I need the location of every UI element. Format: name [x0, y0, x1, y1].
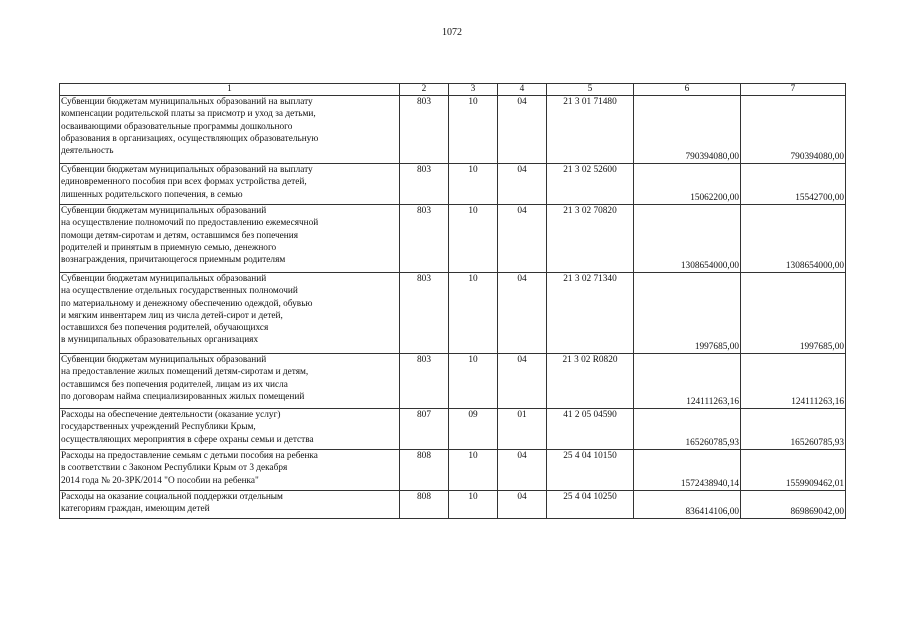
target-article-code: 21 3 02 R0820 [547, 354, 634, 409]
table-row [60, 409, 846, 450]
amount-col6: 1997685,00 [634, 273, 741, 354]
subsection-code: 04 [498, 273, 547, 354]
subsection-code: 04 [498, 164, 547, 205]
subsection-code: 04 [498, 491, 547, 519]
subsection-code: 04 [498, 96, 547, 164]
header-cell: 6 [634, 84, 741, 96]
amount-col6: 836414106,00 [634, 491, 741, 519]
row-description: Субвенции бюджетам муниципальных образований на выплату компенсации родительской платы за присмотр и уход за детьми, осваивающими образовательные программы дошкольного образования в организациях, осуществляющих образовательную деятельность [60, 96, 400, 164]
budget-table [59, 83, 846, 519]
section-code: 09 [449, 409, 498, 450]
row-description: Расходы на оказание социальной поддержки отдельным категориям граждан, имеющим детей [60, 491, 400, 519]
ministry-code: 803 [400, 205, 449, 273]
header-cell: 3 [449, 84, 498, 96]
target-article-code: 21 3 02 70820 [547, 205, 634, 273]
row-description: Субвенции бюджетам муниципальных образований на предоставление жилых помещений детям-сиротам и детям, оставшимся без попечения родителей, лицам из их числа по договорам найма специализированных жилых помещений [60, 354, 400, 409]
ministry-code: 803 [400, 96, 449, 164]
amount-col7: 790394080,00 [741, 96, 846, 164]
header-cell: 5 [547, 84, 634, 96]
ministry-code: 808 [400, 450, 449, 491]
page-number: 1072 [442, 27, 462, 38]
header-cell: 2 [400, 84, 449, 96]
target-article-code: 21 3 01 71480 [547, 96, 634, 164]
amount-col7: 1308654000,00 [741, 205, 846, 273]
section-code: 10 [449, 205, 498, 273]
ministry-code: 803 [400, 164, 449, 205]
ministry-code: 808 [400, 491, 449, 519]
subsection-code: 04 [498, 205, 547, 273]
row-description: Расходы на предоставление семьям с детьми пособия на ребенка в соответствии с Законом Республики Крым от 3 декабря 2014 года № 20-ЗРК/2014 "О пособии на ребенка" [60, 450, 400, 491]
header-cell: 7 [741, 84, 846, 96]
subsection-code: 01 [498, 409, 547, 450]
amount-col7: 124111263,16 [741, 354, 846, 409]
table-row [60, 491, 846, 519]
target-article-code: 25 4 04 10150 [547, 450, 634, 491]
amount-col6: 1572438940,14 [634, 450, 741, 491]
section-code: 10 [449, 273, 498, 354]
section-code: 10 [449, 450, 498, 491]
amount-col6: 15062200,00 [634, 164, 741, 205]
section-code: 10 [449, 164, 498, 205]
subsection-code: 04 [498, 354, 547, 409]
row-description: Субвенции бюджетам муниципальных образований на осуществление полномочий по предоставлению ежемесячной помощи детям-сиротам и детям, оставшимся без попечения родителей и принятым в приемную семью, денежного вознаграждения, причитающегося приемным родителям [60, 205, 400, 273]
row-description: Расходы на обеспечение деятельности (оказание услуг) государственных учреждений Республики Крым, осуществляющих мероприятия в сфере охраны семьи и детства [60, 409, 400, 450]
ministry-code: 807 [400, 409, 449, 450]
target-article-code: 25 4 04 10250 [547, 491, 634, 519]
amount-col7: 15542700,00 [741, 164, 846, 205]
amount-col7: 869869042,00 [741, 491, 846, 519]
header-cell: 1 [60, 84, 400, 96]
table-row [60, 96, 846, 164]
target-article-code: 41 2 05 04590 [547, 409, 634, 450]
target-article-code: 21 3 02 71340 [547, 273, 634, 354]
amount-col6: 790394080,00 [634, 96, 741, 164]
amount-col6: 165260785,93 [634, 409, 741, 450]
row-description: Субвенции бюджетам муниципальных образований на выплату единовременного пособия при всех формах устройства детей, лишенных родительского попечения, в семью [60, 164, 400, 205]
ministry-code: 803 [400, 354, 449, 409]
amount-col6: 1308654000,00 [634, 205, 741, 273]
table-row [60, 273, 846, 354]
target-article-code: 21 3 02 52600 [547, 164, 634, 205]
amount-col7: 1997685,00 [741, 273, 846, 354]
row-description: Субвенции бюджетам муниципальных образований на осуществление отдельных государственных полномочий по материальному и денежному обеспечению одеждой, обувью и мягким инвентарем лиц из числа детей-сирот и детей, оставшихся без попечения родителей, обучающихся в муниципальных образовательных организациях [60, 273, 400, 354]
table-row [60, 450, 846, 491]
ministry-code: 803 [400, 273, 449, 354]
table-row [60, 205, 846, 273]
section-code: 10 [449, 96, 498, 164]
section-code: 10 [449, 491, 498, 519]
amount-col7: 1559909462,01 [741, 450, 846, 491]
table-row [60, 164, 846, 205]
table-row [60, 354, 846, 409]
header-row [60, 84, 846, 96]
section-code: 10 [449, 354, 498, 409]
subsection-code: 04 [498, 450, 547, 491]
amount-col7: 165260785,93 [741, 409, 846, 450]
amount-col6: 124111263,16 [634, 354, 741, 409]
header-cell: 4 [498, 84, 547, 96]
